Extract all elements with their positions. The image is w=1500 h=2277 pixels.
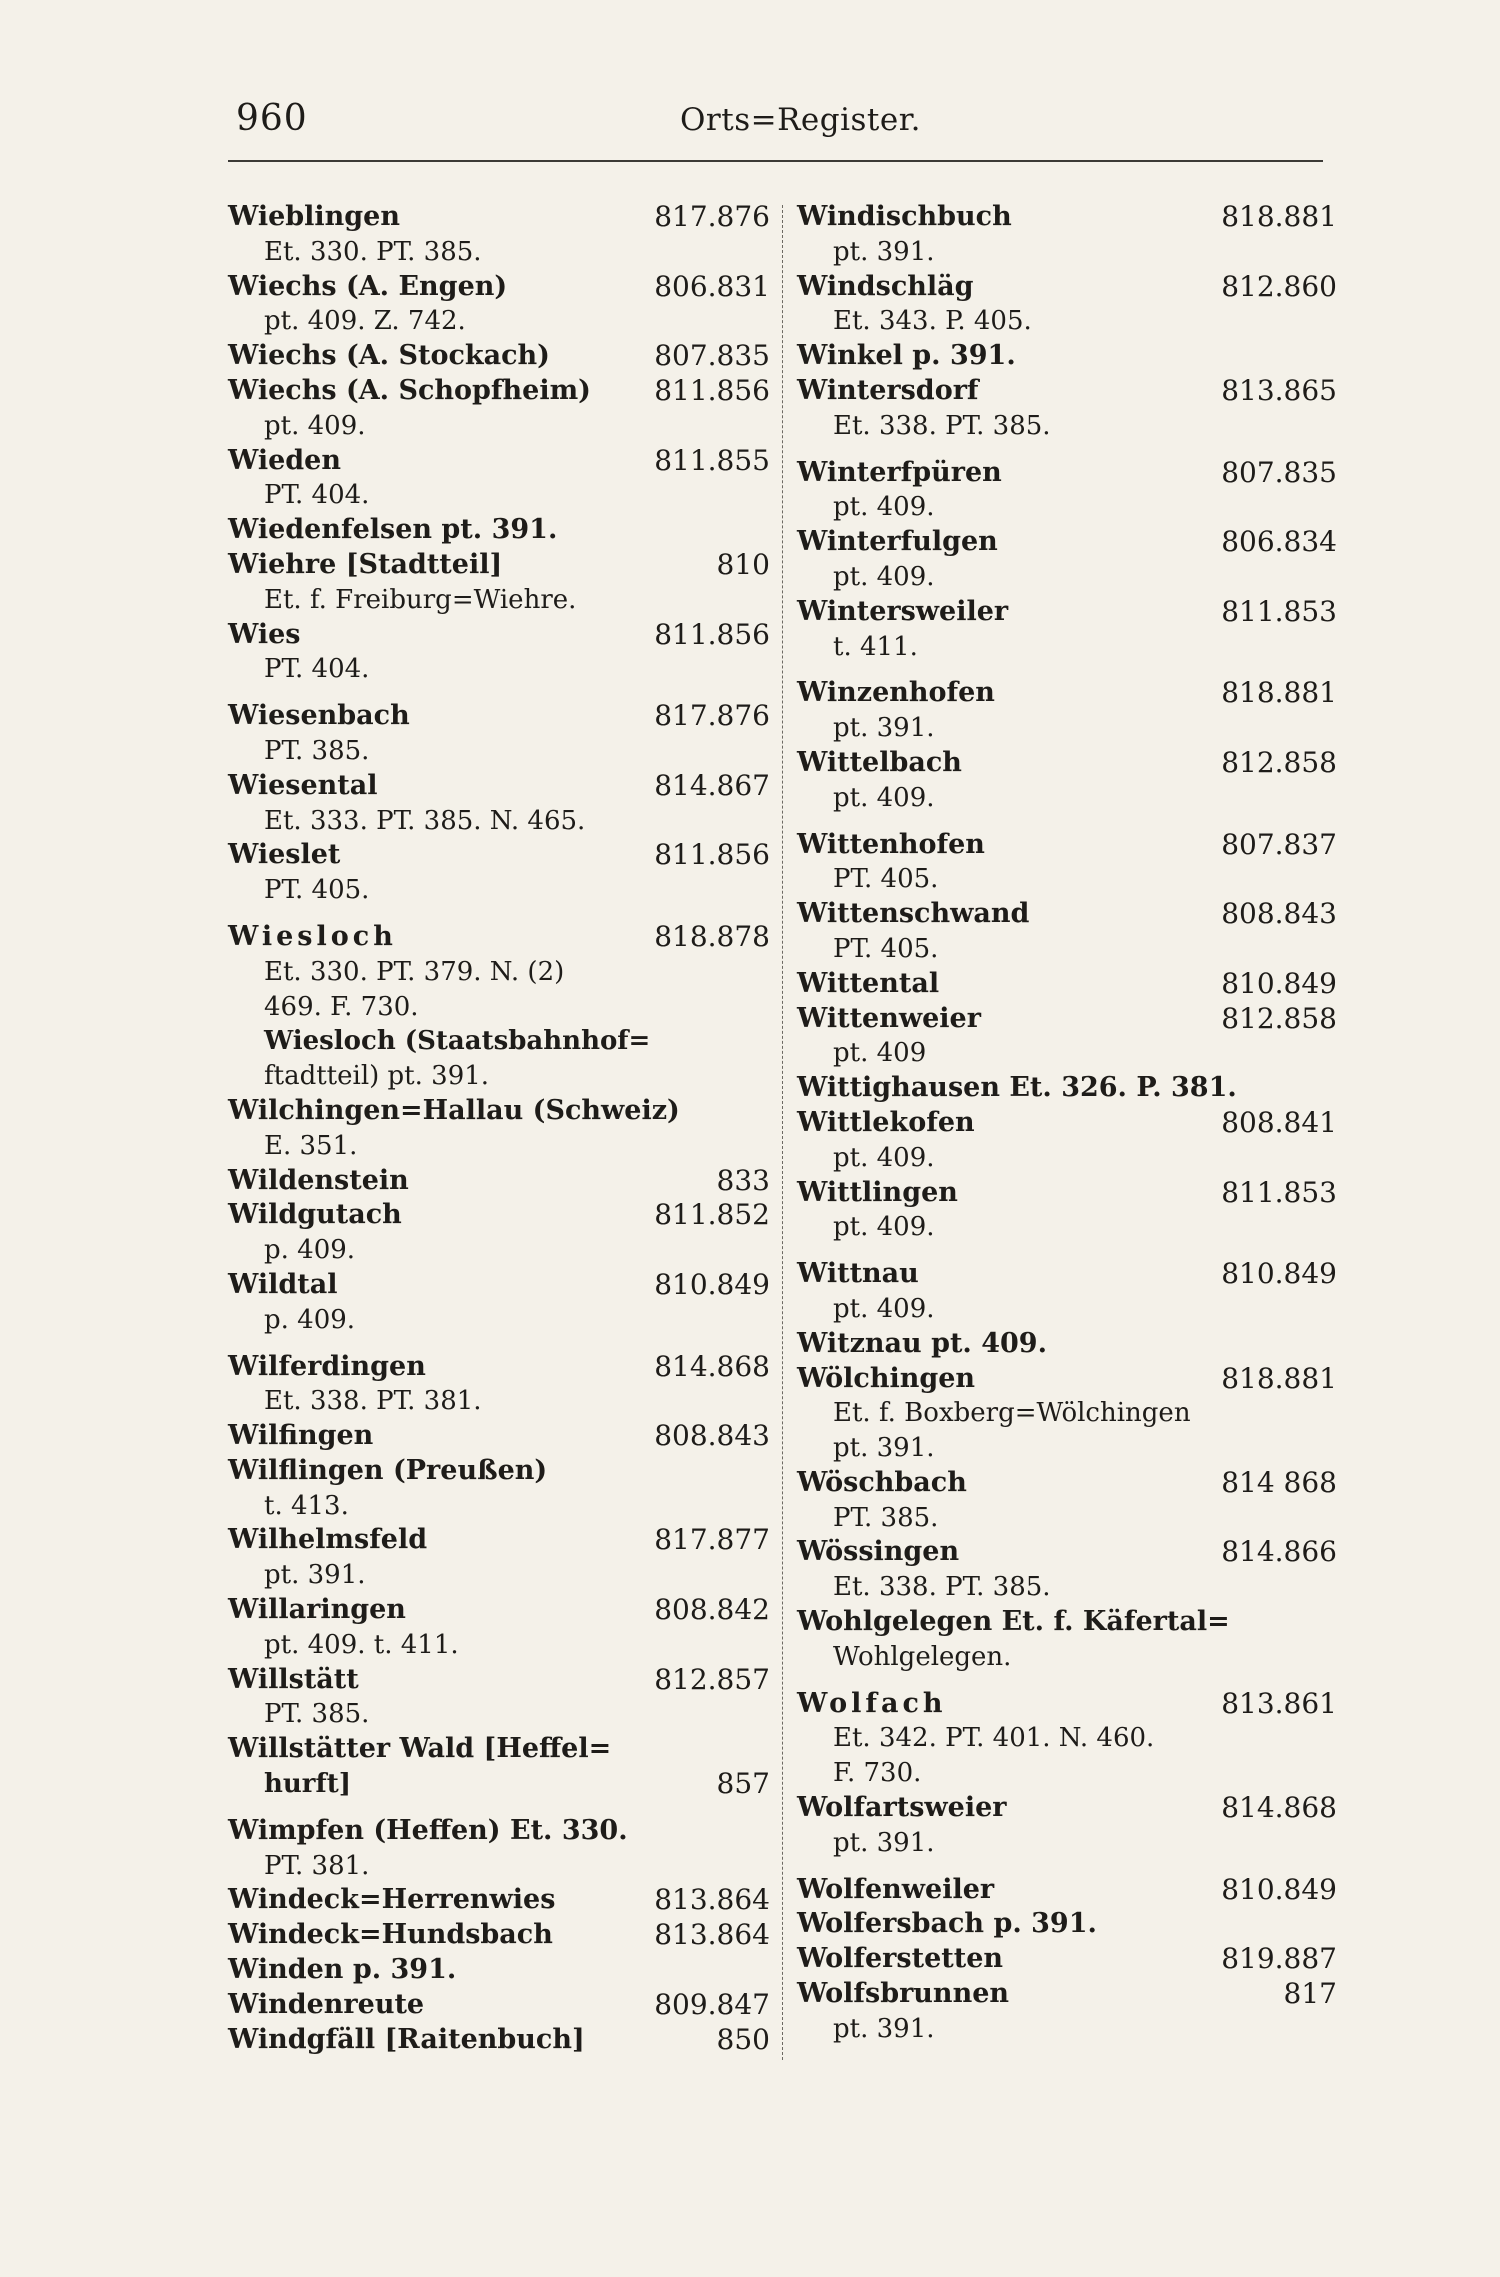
entry-line bbox=[797, 1535, 1337, 1570]
place-name: Wiechs (A. Stockach) bbox=[228, 340, 550, 372]
index-entry bbox=[228, 1767, 770, 1802]
entry-detail: Et. 338. PT. 381. bbox=[264, 1386, 482, 1417]
index-entry bbox=[797, 1071, 1327, 1106]
entry-detail: pt. 409. bbox=[833, 1142, 935, 1173]
entry-detail: pt. 409 bbox=[833, 1038, 927, 1069]
entry-line bbox=[797, 455, 1337, 491]
entry-line bbox=[797, 1791, 1337, 1826]
entry-line bbox=[228, 513, 758, 548]
entry-detail: Et. 343. P. 405. bbox=[833, 306, 1032, 337]
entry-line bbox=[228, 1094, 758, 1129]
place-name: Wittenweier bbox=[797, 1002, 981, 1034]
entry-line bbox=[797, 594, 1337, 630]
map-sheet-numbers: 819.887 bbox=[1221, 1942, 1337, 1976]
map-sheet-numbers: 850 bbox=[716, 2022, 770, 2056]
entry-detail: Et. f. Freiburg=Wiehre. bbox=[264, 584, 577, 615]
place-name: Wilferdingen bbox=[228, 1350, 426, 1382]
index-entry bbox=[228, 1419, 770, 1454]
entry-line bbox=[228, 1918, 770, 1953]
place-name: hurft] bbox=[264, 1769, 352, 1800]
place-name: Wintersdorf bbox=[797, 374, 979, 406]
place-name: Wittelbach bbox=[797, 746, 962, 778]
place-name: Wilfingen bbox=[228, 1420, 374, 1452]
entry-line bbox=[797, 200, 1337, 235]
entry-line bbox=[228, 1454, 758, 1489]
map-sheet-numbers: 817.876 bbox=[654, 200, 770, 233]
index-entry bbox=[797, 1327, 1327, 1362]
index-column-right bbox=[797, 200, 1337, 2047]
entry-detail: pt. 391. bbox=[833, 2013, 935, 2044]
entry-spacer bbox=[228, 687, 758, 699]
index-entry bbox=[228, 373, 770, 444]
entry-spacer bbox=[228, 1338, 758, 1350]
entry-detail: pt. 391. bbox=[833, 713, 935, 744]
index-entry bbox=[228, 1163, 770, 1199]
map-sheet-numbers: 811.852 bbox=[654, 1198, 770, 1232]
entry-detail: pt. 409. bbox=[833, 1212, 935, 1243]
page-title: Orts=Register. bbox=[680, 102, 921, 138]
index-entry bbox=[228, 919, 770, 1024]
index-entry bbox=[228, 1814, 758, 1884]
map-sheet-numbers: 813.861 bbox=[1221, 1686, 1337, 1720]
entry-detail: pt. 409. Z. 742. bbox=[264, 306, 466, 337]
entry-line bbox=[228, 699, 770, 734]
entry-detail: ftadtteil) pt. 391. bbox=[264, 1061, 490, 1092]
map-sheet-numbers: 807.835 bbox=[654, 339, 770, 373]
map-sheet-numbers: 810.849 bbox=[1221, 1257, 1337, 1291]
map-sheet-numbers: 808.841 bbox=[1221, 1105, 1337, 1139]
index-entry bbox=[228, 1267, 770, 1338]
entry-line bbox=[797, 1361, 1337, 1397]
entry-detail: Wohlgelegen. bbox=[833, 1641, 1012, 1672]
entry-spacer bbox=[797, 816, 1327, 828]
index-entry bbox=[797, 1105, 1337, 1176]
map-sheet-numbers: 814.866 bbox=[1221, 1535, 1337, 1569]
index-entry bbox=[228, 1987, 770, 2023]
map-sheet-numbers: 814.868 bbox=[1221, 1791, 1337, 1825]
place-name: Windeck=Hundsbach bbox=[228, 1919, 553, 1951]
entry-spacer bbox=[797, 1675, 1327, 1687]
place-name: Winterfulgen bbox=[797, 526, 998, 558]
index-entry bbox=[797, 1535, 1337, 1605]
entry-line bbox=[797, 966, 1337, 1002]
place-name: Wolfartsweier bbox=[797, 1792, 1007, 1824]
map-sheet-numbers: 807.837 bbox=[1221, 827, 1337, 861]
place-name: Wildtal bbox=[228, 1268, 338, 1300]
entry-line bbox=[797, 1105, 1337, 1141]
index-entry bbox=[228, 1523, 770, 1593]
entry-detail: pt. 409. bbox=[833, 782, 935, 813]
entry-detail: Et. 342. PT. 401. N. 460. bbox=[833, 1723, 1155, 1754]
entry-line bbox=[797, 1907, 1327, 1942]
map-sheet-numbers: 833 bbox=[716, 1163, 770, 1197]
place-name: Wittlekofen bbox=[797, 1106, 975, 1138]
entry-line bbox=[228, 838, 770, 873]
place-name: Wiechs (A. Schopfheim) bbox=[228, 374, 591, 406]
entry-line bbox=[797, 525, 1337, 560]
index-entry bbox=[228, 547, 770, 618]
place-name: Wiesloch bbox=[228, 920, 397, 952]
place-name: Wintersweiler bbox=[797, 595, 1009, 627]
entry-detail: Et. 338. PT. 385. bbox=[833, 410, 1051, 441]
entry-detail: Et. f. Boxberg=Wölchingen bbox=[833, 1398, 1191, 1429]
index-column-left bbox=[228, 200, 770, 2057]
entry-line bbox=[228, 1419, 770, 1454]
map-sheet-numbers: 818.881 bbox=[1221, 676, 1337, 710]
index-entry bbox=[228, 200, 770, 270]
entry-spacer bbox=[228, 908, 758, 920]
entry-line bbox=[228, 919, 770, 955]
index-entry bbox=[228, 1953, 758, 1988]
map-sheet-numbers: 814 868 bbox=[1221, 1465, 1337, 1499]
map-sheet-numbers: 809.847 bbox=[654, 1987, 770, 2021]
entry-detail: PT. 405. bbox=[833, 864, 939, 895]
entry-line bbox=[228, 617, 770, 653]
map-sheet-numbers: 813.864 bbox=[654, 1918, 770, 1952]
entry-detail: t. 413. bbox=[264, 1490, 349, 1521]
map-sheet-numbers: 857 bbox=[716, 1767, 770, 1801]
map-sheet-numbers: 812.858 bbox=[1221, 1001, 1337, 1035]
entry-detail: PT. 385. bbox=[833, 1502, 939, 1533]
map-sheet-numbers: 811.855 bbox=[654, 443, 770, 477]
index-entry bbox=[228, 1732, 758, 1767]
map-sheet-numbers: 806.834 bbox=[1221, 525, 1337, 559]
entry-line bbox=[228, 373, 770, 409]
index-entry bbox=[797, 269, 1337, 340]
place-name: Winden p. 391. bbox=[228, 1954, 457, 1986]
entry-detail: PT. 385. bbox=[264, 1699, 370, 1730]
place-name: Wittenhofen bbox=[797, 828, 985, 860]
map-sheet-numbers: 818.878 bbox=[654, 919, 770, 953]
index-entry bbox=[797, 1942, 1337, 1977]
index-entry bbox=[797, 1907, 1327, 1942]
index-entry bbox=[797, 745, 1337, 816]
place-name: Windenreute bbox=[228, 1988, 425, 2020]
entry-detail: PT. 405. bbox=[833, 933, 939, 964]
entry-line bbox=[228, 1732, 758, 1767]
place-name: Wohlgelegen Et. f. Käfertal= bbox=[797, 1606, 1230, 1638]
index-entry bbox=[797, 339, 1327, 374]
index-entry bbox=[797, 827, 1337, 898]
entry-line bbox=[797, 1872, 1337, 1908]
entry-detail: PT. 385. bbox=[264, 735, 370, 766]
index-entry bbox=[228, 838, 770, 908]
map-sheet-numbers: 818.881 bbox=[1221, 200, 1337, 233]
map-sheet-numbers: 812.858 bbox=[1221, 745, 1337, 779]
entry-detail: Et. 333. PT. 385. N. 465. bbox=[264, 805, 586, 836]
place-name: Wiedenfelsen pt. 391. bbox=[228, 514, 558, 546]
entry-spacer bbox=[797, 1861, 1327, 1873]
index-entry bbox=[228, 768, 770, 839]
entry-line bbox=[797, 676, 1337, 711]
entry-line bbox=[228, 1267, 770, 1303]
entry-detail: pt. 391. bbox=[833, 1827, 935, 1858]
entry-detail: pt. 409. bbox=[833, 492, 935, 523]
entry-line bbox=[797, 745, 1337, 781]
entry-detail: PT. 404. bbox=[264, 654, 370, 685]
index-entry bbox=[228, 443, 770, 514]
index-entry bbox=[797, 1605, 1327, 1675]
entry-line bbox=[797, 1977, 1337, 2012]
map-sheet-numbers: 811.856 bbox=[654, 373, 770, 407]
map-sheet-numbers: 814.867 bbox=[654, 768, 770, 802]
map-sheet-numbers: 808.842 bbox=[654, 1593, 770, 1627]
place-name: Wolfersbach p. 391. bbox=[797, 1908, 1097, 1940]
entry-line bbox=[797, 1001, 1337, 1037]
place-name: Windeck=Herrenwies bbox=[228, 1884, 556, 1916]
entry-line bbox=[797, 1327, 1327, 1362]
place-name: Wölchingen bbox=[797, 1362, 976, 1394]
entry-line bbox=[797, 339, 1327, 374]
index-entry bbox=[228, 1883, 770, 1918]
place-name: Wittental bbox=[797, 967, 940, 999]
entry-detail: F. 730. bbox=[833, 1758, 922, 1789]
place-name: Wieslet bbox=[228, 839, 341, 871]
index-entry bbox=[228, 1349, 770, 1420]
entry-detail: 469. F. 730. bbox=[264, 991, 419, 1022]
map-sheet-numbers: 810 bbox=[716, 547, 770, 581]
entry-line bbox=[228, 1814, 758, 1849]
index-entry bbox=[228, 1918, 770, 1953]
entry-line bbox=[797, 269, 1337, 305]
entry-line bbox=[797, 1071, 1327, 1106]
place-name: Willaringen bbox=[228, 1594, 406, 1626]
entry-line bbox=[228, 339, 770, 374]
entry-line bbox=[228, 1349, 770, 1385]
place-name: Wieden bbox=[228, 444, 341, 476]
index-entry bbox=[228, 1662, 770, 1733]
index-entry bbox=[797, 373, 1337, 444]
map-sheet-numbers: 810.849 bbox=[1221, 1872, 1337, 1906]
index-entry bbox=[228, 617, 770, 688]
map-sheet-numbers: 810.849 bbox=[1221, 966, 1337, 1000]
index-entry bbox=[797, 1977, 1337, 2047]
entry-detail: pt. 409. bbox=[833, 561, 935, 592]
entry-spacer bbox=[797, 1245, 1327, 1257]
index-entry bbox=[228, 1198, 770, 1268]
entry-line bbox=[797, 1465, 1337, 1501]
map-sheet-numbers: 813.864 bbox=[654, 1883, 770, 1917]
entry-detail: PT. 404. bbox=[264, 480, 370, 511]
entry-line bbox=[228, 1987, 770, 2023]
index-entry bbox=[797, 1257, 1337, 1327]
place-name: Wimpfen (Heffen) Et. 330. bbox=[228, 1814, 628, 1846]
index-entry bbox=[797, 897, 1337, 967]
place-name: Wiechs (A. Engen) bbox=[228, 270, 508, 302]
map-sheet-numbers: 817 bbox=[1283, 1977, 1337, 2011]
place-name: Wieblingen bbox=[228, 201, 400, 232]
entry-line bbox=[797, 1605, 1327, 1640]
index-entry bbox=[228, 1454, 758, 1524]
entry-line bbox=[228, 1163, 770, 1199]
map-sheet-numbers: 811.856 bbox=[654, 617, 770, 651]
map-sheet-numbers: 811.853 bbox=[1221, 1175, 1337, 1209]
entry-detail: t. 411. bbox=[833, 631, 918, 662]
entry-spacer bbox=[228, 1802, 758, 1814]
entry-line bbox=[228, 1024, 758, 1059]
entry-detail: pt. 409. bbox=[264, 410, 366, 441]
map-sheet-numbers: 812.857 bbox=[654, 1662, 770, 1696]
entry-line bbox=[228, 200, 770, 235]
place-name: Winzenhofen bbox=[797, 677, 995, 709]
index-entry bbox=[228, 2022, 770, 2058]
place-name: Wolferstetten bbox=[797, 1943, 1004, 1975]
map-sheet-numbers: 808.843 bbox=[1221, 897, 1337, 931]
index-entry bbox=[228, 269, 770, 340]
entry-line bbox=[228, 768, 770, 804]
entry-line bbox=[228, 1198, 770, 1233]
entry-detail: p. 409. bbox=[264, 1235, 356, 1266]
index-entry bbox=[228, 1593, 770, 1663]
page-number: 960 bbox=[236, 98, 308, 139]
index-entry bbox=[797, 200, 1337, 270]
place-name: Wiesloch (Staatsbahnhof= bbox=[264, 1026, 651, 1057]
entry-line bbox=[228, 443, 770, 479]
index-entry bbox=[797, 455, 1337, 526]
entry-detail: PT. 381. bbox=[264, 1850, 370, 1881]
entry-detail: pt. 409. bbox=[833, 1293, 935, 1324]
place-name: Wilflingen (Preußen) bbox=[228, 1454, 548, 1486]
place-name: Wittnau bbox=[797, 1258, 919, 1290]
place-name: Wittenschwand bbox=[797, 898, 1030, 930]
entry-line bbox=[228, 2022, 770, 2058]
place-name: Windgfäll [Raitenbuch] bbox=[228, 2023, 585, 2055]
entry-line bbox=[228, 269, 770, 305]
entry-detail: E. 351. bbox=[264, 1130, 358, 1161]
place-name: Wolfenweiler bbox=[797, 1873, 995, 1905]
index-entry bbox=[228, 1024, 758, 1094]
index-entry bbox=[797, 676, 1337, 746]
entry-spacer bbox=[797, 444, 1327, 456]
place-name: Wittlingen bbox=[797, 1176, 958, 1208]
entry-detail: pt. 391. bbox=[833, 1433, 935, 1464]
index-entry bbox=[797, 1361, 1337, 1466]
entry-line bbox=[797, 1175, 1337, 1211]
entry-detail: PT. 405. bbox=[264, 875, 370, 906]
entry-detail: Et. 330. PT. 379. N. (2) bbox=[264, 956, 565, 987]
place-name: Wildgutach bbox=[228, 1199, 402, 1231]
index-entry bbox=[797, 525, 1337, 595]
place-name: Wiesental bbox=[228, 769, 378, 801]
place-name: Windischbuch bbox=[797, 201, 1012, 232]
index-entry bbox=[797, 1465, 1337, 1536]
map-sheet-numbers: 812.860 bbox=[1221, 269, 1337, 303]
map-sheet-numbers: 807.835 bbox=[1221, 455, 1337, 489]
map-sheet-numbers: 814.868 bbox=[654, 1349, 770, 1383]
place-name: Winterfpüren bbox=[797, 456, 1002, 488]
index-entry bbox=[797, 1175, 1337, 1246]
entry-line bbox=[228, 547, 770, 583]
entry-line bbox=[228, 1953, 758, 1988]
entry-line bbox=[797, 1942, 1337, 1977]
entry-detail: pt. 391. bbox=[264, 1560, 366, 1591]
entry-line bbox=[228, 1662, 770, 1698]
index-entry bbox=[228, 513, 758, 548]
header-rule bbox=[228, 160, 1323, 162]
place-name: Winkel p. 391. bbox=[797, 340, 1016, 372]
place-name: Windschläg bbox=[797, 270, 974, 302]
place-name: Wies bbox=[228, 618, 301, 650]
entry-line bbox=[797, 897, 1337, 932]
place-name: Wöschbach bbox=[797, 1466, 967, 1498]
entry-line bbox=[797, 827, 1337, 863]
entry-spacer bbox=[797, 664, 1327, 676]
entry-line bbox=[797, 1686, 1337, 1722]
index-entry bbox=[797, 1686, 1337, 1791]
place-name: Wildenstein bbox=[228, 1164, 409, 1196]
entry-detail: p. 409. bbox=[264, 1304, 356, 1335]
place-name: Wilchingen=Hallau (Schweiz) bbox=[228, 1094, 680, 1126]
index-entry bbox=[797, 966, 1337, 1002]
entry-line bbox=[797, 373, 1337, 409]
place-name: Willstätt bbox=[228, 1663, 359, 1695]
place-name: Willstätter Wald [Heffel= bbox=[228, 1733, 612, 1765]
map-sheet-numbers: 817.877 bbox=[654, 1523, 770, 1557]
entry-line bbox=[228, 1883, 770, 1918]
map-sheet-numbers: 811.856 bbox=[654, 838, 770, 872]
index-entry bbox=[797, 1872, 1337, 1908]
index-entry bbox=[797, 594, 1337, 665]
index-entry bbox=[228, 339, 770, 374]
place-name: Wössingen bbox=[797, 1536, 960, 1568]
column-divider bbox=[782, 205, 783, 2060]
place-name: Wiesenbach bbox=[228, 700, 410, 732]
map-sheet-numbers: 806.831 bbox=[654, 269, 770, 303]
entry-line bbox=[228, 1593, 770, 1628]
map-sheet-numbers: 811.853 bbox=[1221, 594, 1337, 628]
place-name: Wilhelmsfeld bbox=[228, 1524, 428, 1556]
map-sheet-numbers: 817.876 bbox=[654, 699, 770, 733]
entry-detail: pt. 409. t. 411. bbox=[264, 1629, 459, 1660]
index-entry bbox=[228, 699, 770, 769]
map-sheet-numbers: 813.865 bbox=[1221, 373, 1337, 407]
map-sheet-numbers: 810.849 bbox=[654, 1267, 770, 1301]
map-sheet-numbers: 808.843 bbox=[654, 1419, 770, 1453]
entry-line bbox=[797, 1257, 1337, 1292]
index-entry bbox=[797, 1001, 1337, 1072]
place-name: Wiehre [Stadtteil] bbox=[228, 548, 503, 580]
entry-line bbox=[228, 1767, 770, 1802]
index-entry bbox=[228, 1094, 758, 1164]
entry-line bbox=[228, 1523, 770, 1558]
place-name: Witznau pt. 409. bbox=[797, 1327, 1047, 1359]
place-name: Wolfsbrunnen bbox=[797, 1978, 1010, 2010]
index-entry bbox=[797, 1791, 1337, 1861]
entry-detail: pt. 391. bbox=[833, 236, 935, 267]
entry-detail: Et. 338. PT. 385. bbox=[833, 1572, 1051, 1603]
place-name: Wolfach bbox=[797, 1687, 947, 1719]
entry-detail: Et. 330. PT. 385. bbox=[264, 236, 482, 267]
place-name: Wittighausen Et. 326. P. 381. bbox=[797, 1072, 1237, 1104]
map-sheet-numbers: 818.881 bbox=[1221, 1361, 1337, 1395]
